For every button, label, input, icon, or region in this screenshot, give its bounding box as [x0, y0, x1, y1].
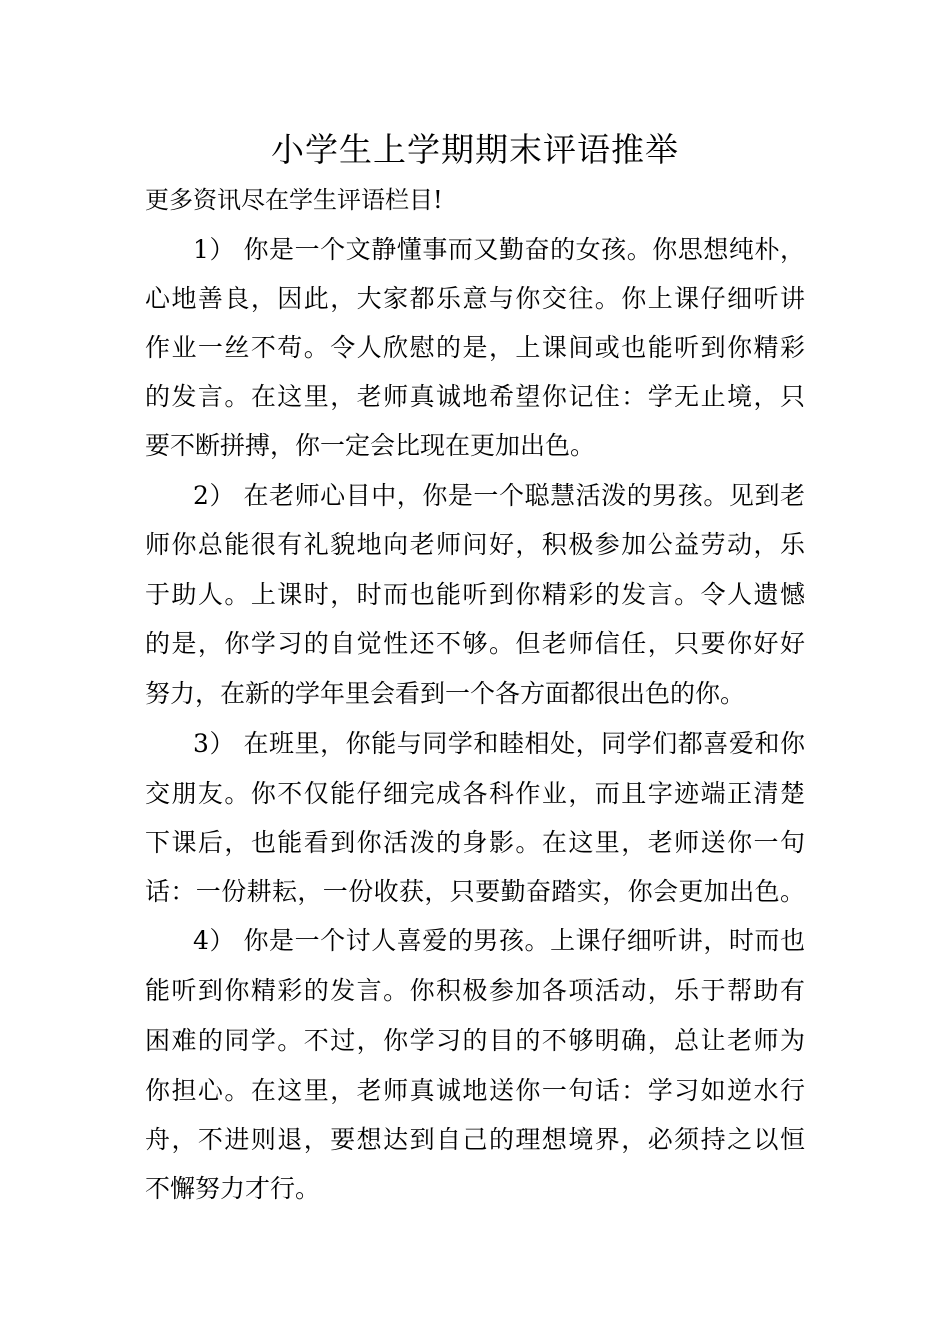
comment-1-line-2: 心地善良，因此，大家都乐意与你交往。你上课仔细听讲: [145, 284, 805, 313]
comment-2-line-2: 师你总能很有礼貌地向老师问好，积极参加公益劳动，乐: [145, 530, 805, 559]
comment-1-line-3: 作业一丝不苟。令人欣慰的是，上课间或也能听到你精彩: [145, 333, 805, 362]
comment-2-line-3: 于助人。上课时，时而也能听到你精彩的发言。令人遗憾: [145, 580, 805, 609]
document-subtitle: 更多资讯尽在学生评语栏目!: [145, 186, 443, 214]
comment-2-line-1: 2） 在老师心目中，你是一个聪慧活泼的男孩。见到老: [193, 481, 805, 510]
comment-4-line-4: 你担心。在这里，老师真诚地送你一句话：学习如逆水行: [145, 1076, 805, 1105]
comment-2-line-4: 的是，你学习的自觉性还不够。但老师信任，只要你好好: [145, 629, 805, 658]
comment-1-line-4: 的发言。在这里，老师真诚地希望你记住：学无止境，只: [145, 382, 805, 411]
comment-3-line-1: 3） 在班里，你能与同学和睦相处，同学们都喜爱和你: [193, 729, 805, 758]
comment-3-line-3: 下课后，也能看到你活泼的身影。在这里，老师送你一句: [145, 828, 805, 857]
comment-4-line-1: 4） 你是一个讨人喜爱的男孩。上课仔细听讲，时而也: [193, 926, 805, 955]
comment-4-line-6: 不懈努力才行。: [145, 1174, 321, 1203]
document-title: 小学生上学期期末评语推举: [271, 130, 679, 169]
comment-4-line-2: 能听到你精彩的发言。你积极参加各项活动，乐于帮助有: [145, 976, 805, 1005]
comment-1-line-1: 1） 你是一个文静懂事而又勤奋的女孩。你思想纯朴，: [193, 235, 805, 264]
comment-3-line-4: 话：一份耕耘，一份收获，只要勤奋踏实，你会更加出色。: [145, 877, 805, 906]
comment-2-line-5: 努力，在新的学年里会看到一个各方面都很出色的你。: [145, 679, 746, 708]
comment-3-line-2: 交朋友。你不仅能仔细完成各科作业，而且字迹端正清楚: [145, 779, 805, 808]
comment-4-line-3: 困难的同学。不过，你学习的目的不够明确，总让老师为: [145, 1026, 805, 1055]
comment-4-line-5: 舟，不进则退，要想达到自己的理想境界，必须持之以恒: [145, 1125, 805, 1154]
comment-1-line-5: 要不断拼搏，你一定会比现在更加出色。: [145, 431, 596, 460]
